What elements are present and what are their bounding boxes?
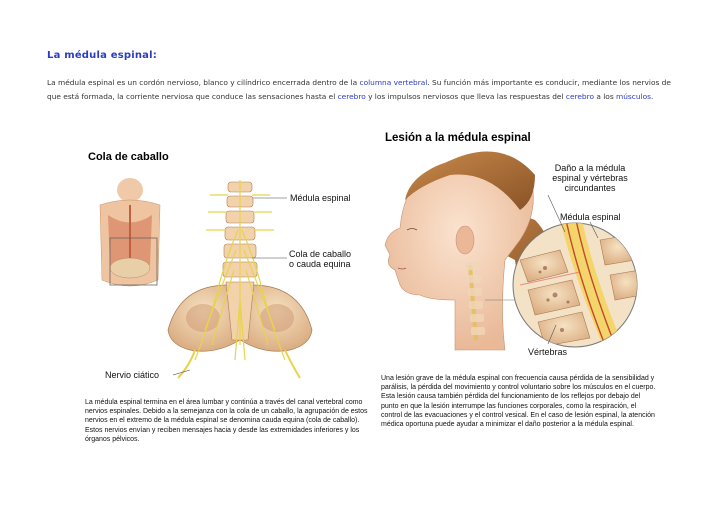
label-cola-line-2: o cauda equina <box>289 259 351 269</box>
label-medula-espinal-right: Médula espinal <box>560 212 621 222</box>
label-nervio-ciatico: Nervio ciático <box>105 370 160 380</box>
link-musculos[interactable]: músculos <box>616 91 651 101</box>
intro-text-3: y los impulsos nerviosos que lleva las respuestas del <box>365 91 566 101</box>
label-dano-line-1: Daño a la médula <box>554 163 626 173</box>
intro-text-1: La médula espinal es un cordón nervioso, blanco y cilíndrico encerrada dentro de la <box>47 78 360 87</box>
back-figure-illustration <box>100 178 160 286</box>
link-cerebro[interactable]: cerebro <box>337 91 366 101</box>
intro-text-2: . Su función más importante es conducir, mediante los nervios de que está formada, la corriente nerviosa que conduce las sensaciones hasta el <box>47 78 671 101</box>
figure-left-caption: La médula espinal termina en el área lumbar y continúa a través del canal vertebral como nervios espinales. Debido a la semejanza con la cola de un caballo, la agrupación de estos nervios en el extremo de la médula espinal se denomina cauda equina (cola de caballo). Estos nervios envían y reciben mensajes hacia y desde las extremidades inferiores y los órganos pélvicos. <box>85 399 368 443</box>
label-cola-line-1: Cola de caballo <box>289 249 352 259</box>
intro-text-5: . <box>650 91 654 101</box>
link-columna-vertebral[interactable]: columna vertebral <box>359 78 428 87</box>
label-dano-line-3: circundantes <box>564 183 616 193</box>
link-cerebro-2[interactable]: cerebro <box>565 91 595 101</box>
intro-text-4: a los <box>594 91 617 101</box>
spine-pelvis-illustration <box>168 180 312 378</box>
label-cola-de-caballo <box>289 249 351 269</box>
figure-right-caption: Una lesión grave de la médula espinal con frecuencia causa pérdida de la sensibilidad y parálisis, la pérdida del movimiento y control voluntario sobre los músculos en el cuerpo. Esta lesión causa también pérdida del funcionamiento de los reflejos por debajo del punto en que la lesión interrumpe las funciones corporales, como la respiración, el control de las evacuaciones y el control vesical. En el caso de lesión espinal, la atención médica oportuna puede ayudar a minimizar el daño posterior a la médula espinal. <box>381 375 656 429</box>
page-title: La médula espinal: <box>47 50 157 61</box>
label-dano-line-2: espinal y vértebras <box>552 173 628 183</box>
label-medula-espinal-left: Médula espinal <box>290 193 351 203</box>
figure-right-heading: Lesión a la médula espinal <box>385 132 531 144</box>
label-dano-medula <box>530 163 650 193</box>
label-vertebras: Vértebras <box>528 347 568 357</box>
figure-left-heading: Cola de caballo <box>88 151 169 163</box>
